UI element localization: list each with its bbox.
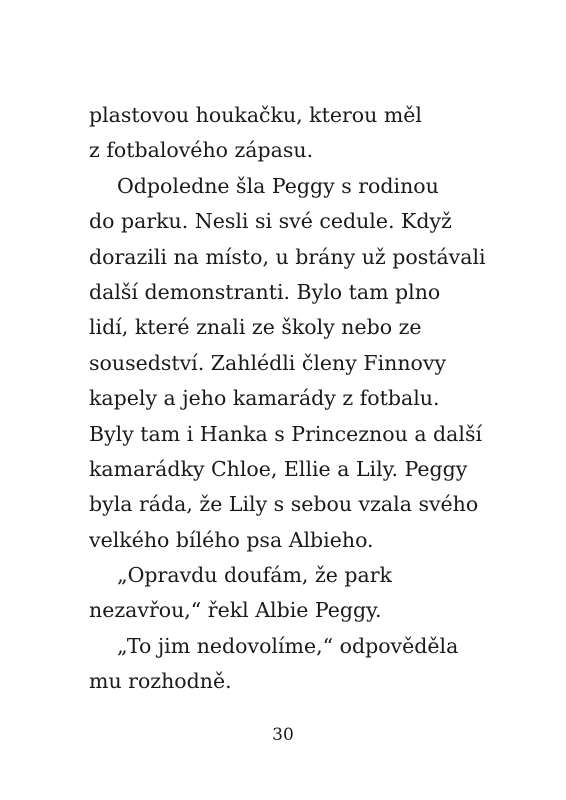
- text-line: lidí, které znali ze školy nebo ze: [89, 315, 422, 340]
- text-line: Byly tam i Hanka s Princeznou a další: [89, 421, 483, 446]
- text-line: kapely a jeho kamarády z fotbalu.: [89, 386, 440, 411]
- body-text: [89, 98, 489, 700]
- text-line: kamarádky Chloe, Ellie a Lily. Peggy: [89, 456, 468, 481]
- text-line: mu rozhodně.: [89, 669, 232, 694]
- text-line: dorazili na místo, u brány už postávali: [89, 244, 486, 269]
- text-line: „To jim nedovolíme,“ odpověděla: [117, 633, 459, 658]
- text-line: Odpoledne šla Peggy s rodinou: [117, 173, 439, 198]
- text-line: velkého bílého psa Albieho.: [89, 527, 374, 552]
- text-line: byla ráda, že Lily s sebou vzala svého: [89, 492, 479, 517]
- text-line: do parku. Nesli si své cedule. Když: [89, 209, 452, 234]
- page-number: 30: [272, 725, 294, 745]
- text-line: „Opravdu doufám, že park: [117, 563, 392, 588]
- text-line: další demonstranti. Bylo tam plno: [89, 279, 441, 304]
- text-line: z fotbalového zápasu.: [89, 138, 314, 163]
- text-line: nezavřou,“ řekl Albie Peggy.: [89, 598, 382, 623]
- text-line: sousedství. Zahlédli členy Finnovy: [89, 350, 447, 375]
- text-line: plastovou houkačku, kterou měl: [89, 103, 422, 127]
